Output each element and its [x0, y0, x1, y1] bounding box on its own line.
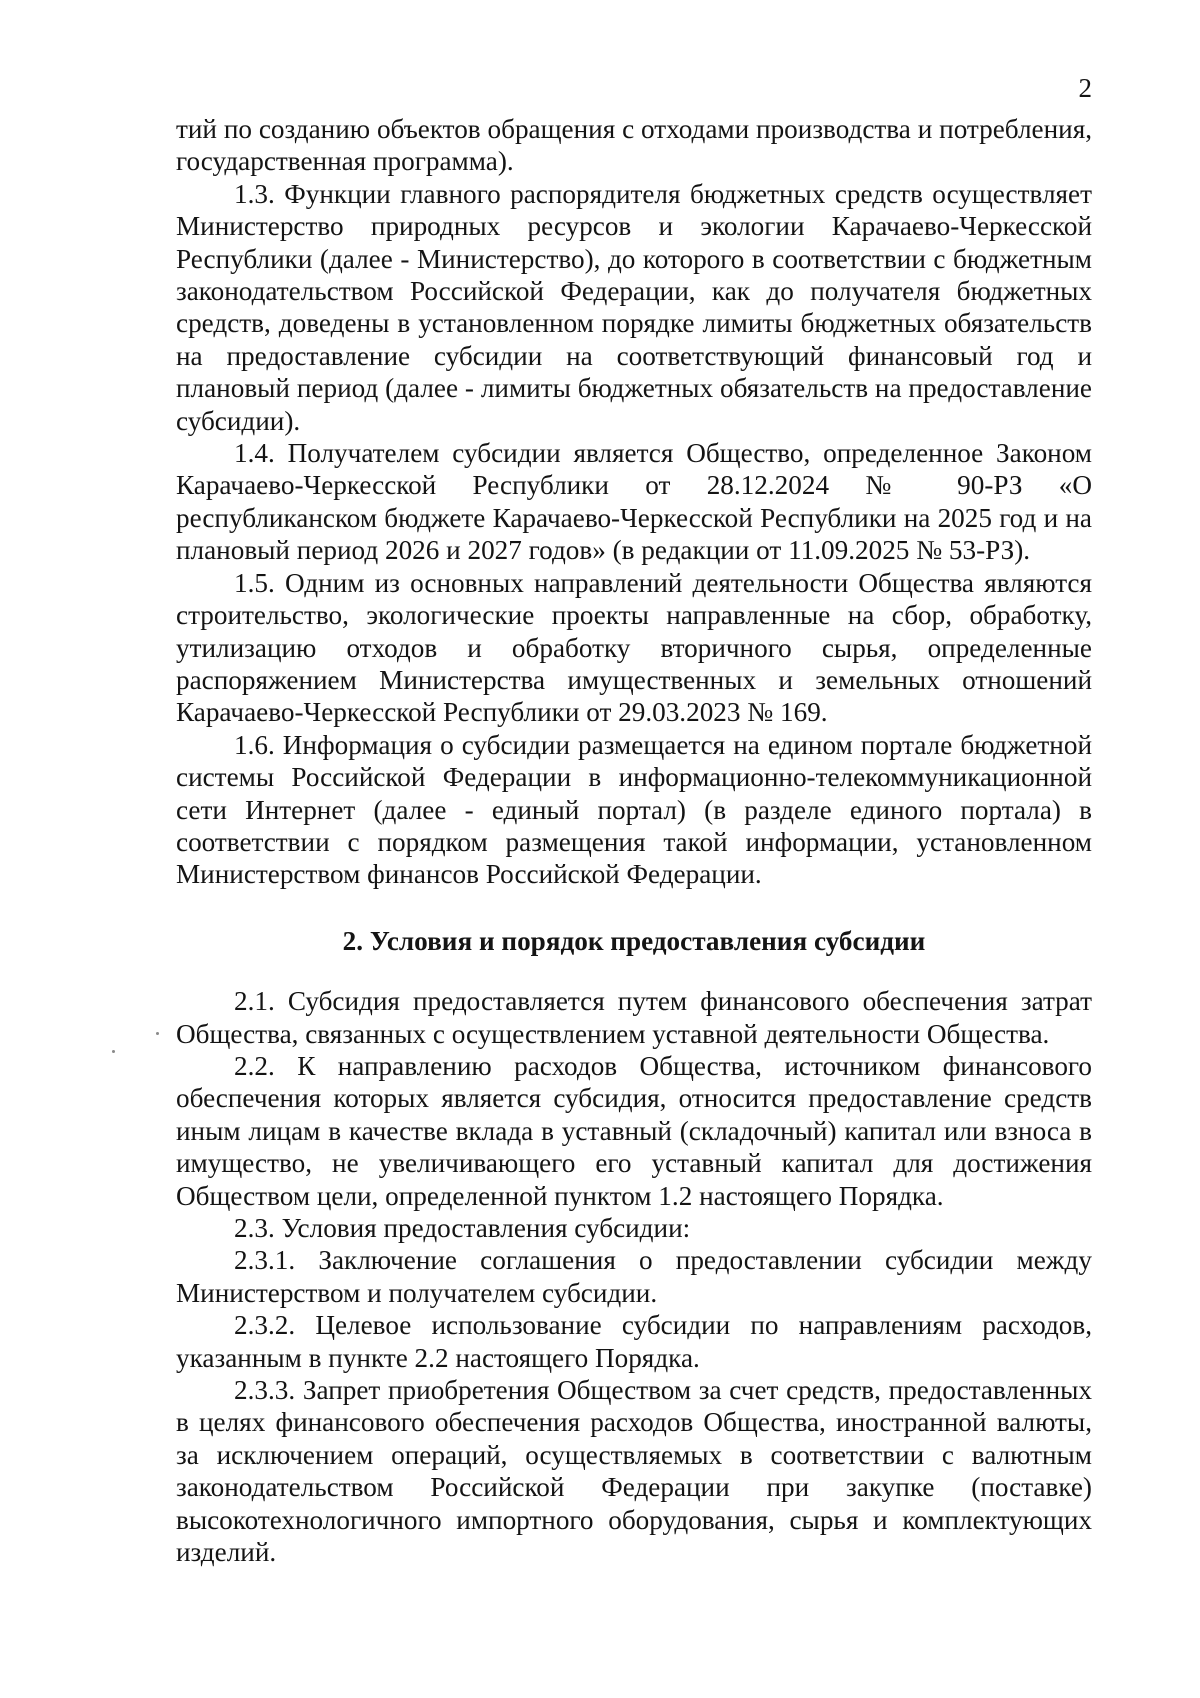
section-heading-2: 2. Условия и порядок предоставления субсидии	[342, 925, 926, 956]
paragraph-2-3-1: 2.3.1. Заключение соглашения о предоставлении субсидии между Министерством и получателем субсидии.	[176, 1245, 1092, 1308]
scan-speck	[156, 1032, 159, 1035]
scan-speck	[112, 1050, 115, 1053]
paragraph-2-1: 2.1. Субсидия предоставляется путем финансового обеспечения затрат Общества, связанных с осуществлением уставной деятельности Общества.	[176, 986, 1092, 1049]
paragraph-2-3-2: 2.3.2. Целевое использование субсидии по направлениям расходов, указанным в пункте 2.2 настоящего Порядка.	[176, 1310, 1092, 1373]
page-number: 2	[1078, 73, 1092, 103]
paragraph-1-3: 1.3. Функции главного распорядителя бюджетных средств осуществляет Министерство природных ресурсов и экологии Карачаево-Черкесской Республики (далее - Министерство), до которого в соответствии с бюджетным законодательством Российской Федерации, как до получателя бюджетных средств, доведены в установленном порядке лимиты бюджетных обязательств на предоставление субсидии на соответствующий финансовый год и плановый период (далее - лимиты бюджетных обязательств на предоставление субсидии).	[176, 178, 1092, 436]
paragraph-2-2: 2.2. К направлению расходов Общества, источником финансового обеспечения которых является субсидия, относится предоставление средств иным лицам в качестве вклада в уставный (складочный) капитал или взноса в имущество, не увеличивающего его уставный капитал для достижения Обществом цели, определенной пунктом 1.2 настоящего Порядка.	[176, 1050, 1092, 1211]
paragraph-1-4: 1.4. Получателем субсидии является Общество, определенное Законом Карачаево-Черкесской Республики от 28.12.2024 № 90-РЗ «О республиканском бюджете Карачаево-Черкесской Республики на 2025 год и на плановый период 2026 и 2027 годов» (в редакции от 11.09.2025 № 53-РЗ).	[176, 438, 1092, 566]
paragraph-continuation: тий по созданию объектов обращения с отходами производства и потребления, государственная программа).	[176, 114, 1092, 177]
paragraph-1-5: 1.5. Одним из основных направлений деятельности Общества являются строительство, экологические проекты направленные на сбор, обработку, утилизацию отходов и обработку вторичного сырья, определенные распоряжением Министерства имущественных и земельных отношений Карачаево-Черкесской Республики от 29.03.2023 № 169.	[176, 567, 1092, 728]
paragraph-2-3-3: 2.3.3. Запрет приобретения Обществом за счет средств, предоставленных в целях финансового обеспечения расходов Общества, иностранной валюты, за исключением операций, осуществляемых в соответствии с валютным законодательством Российской Федерации при закупке (поставке) высокотехнологичного импортного оборудования, сырья и комплектующих изделий.	[176, 1375, 1092, 1568]
document-body	[176, 113, 1092, 1568]
paragraph-1-6: 1.6. Информация о субсидии размещается на едином портале бюджетной системы Российской Федерации в информационно-телекоммуникационной сети Интернет (далее - единый портал) (в разделе единого портала) в соответствии с порядком размещения такой информации, установленном Министерством финансов Российской Федерации.	[176, 729, 1092, 890]
paragraph-2-3: 2.3. Условия предоставления субсидии:	[234, 1213, 691, 1243]
